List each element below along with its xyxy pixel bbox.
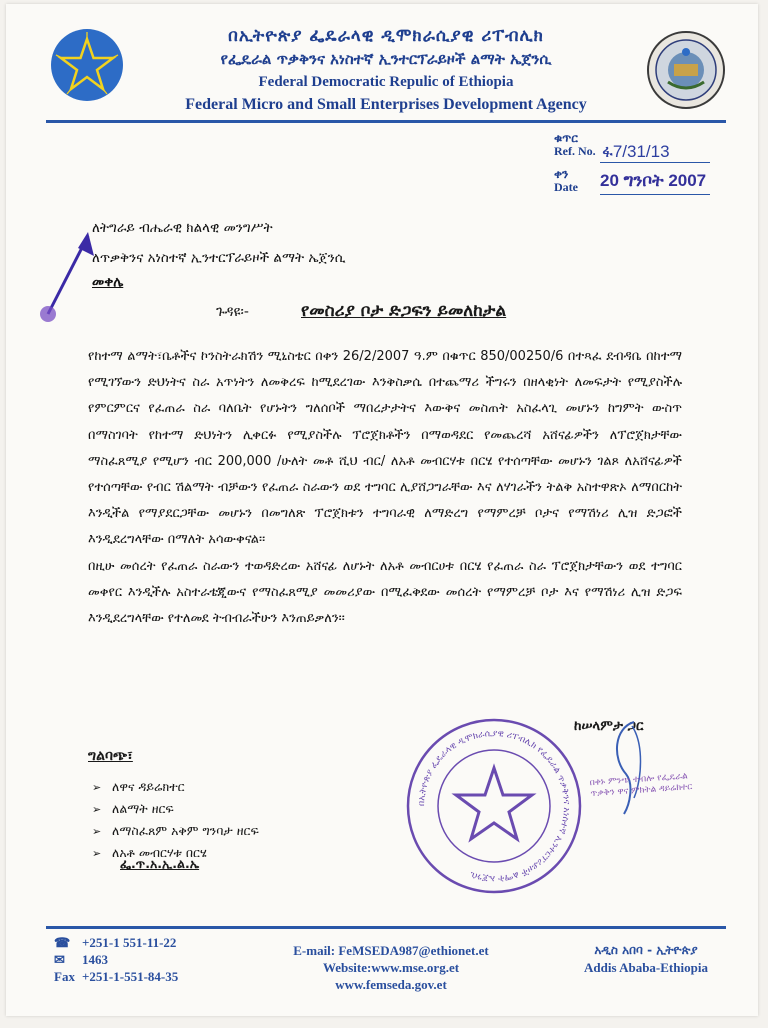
header-english-agency: Federal Micro and Small Enterprises Development Agency	[185, 96, 587, 113]
footer-website-1[interactable]: Website:www.mse.org.et	[322, 960, 460, 975]
phone-icon: ☎	[54, 935, 71, 950]
official-stamp	[402, 716, 586, 896]
cc-item: ➢ ለልማት ዘርፍ	[92, 798, 259, 820]
ref-underline	[600, 162, 710, 163]
arrow-bullet-icon: ➢	[92, 803, 102, 816]
header-divider	[46, 120, 726, 123]
addressee-line1: ለትግራይ ብሔራዊ ክልላዊ መንግሥት	[92, 220, 273, 236]
cc-item: ➢ ለዋና ዳይሬክተር	[92, 776, 259, 798]
subject-text: የመስሪያ ቦታ ድጋፍን ይመለከታል	[301, 301, 507, 321]
header-amharic-country: በኢትዮጵያ ፌዴራላዊ ዲሞክራሲያዊ ሪፐብሊክ	[228, 26, 544, 46]
arrow-bullet-icon: ➢	[92, 847, 102, 860]
cc-item: ➢ ለአቶ መብርሃቱ በርሄ	[92, 842, 259, 864]
signature-note: በቀኑ ምንጭ ተብሎ የፌዴራል ጥቃቅን ዋና ምክትል ዳይሬክተር	[589, 771, 693, 800]
footer-address: አዲስ አበባ - ኢትዮጵያ Addis Ababa-Ethiopia	[584, 943, 708, 975]
subject-label: ጉዳዩ፡-	[216, 304, 249, 320]
ref-label: ቁጥር Ref. No.	[554, 131, 596, 158]
footer-divider	[46, 926, 726, 929]
date-value: 20 ግንቦት 2007	[600, 171, 707, 190]
cc-city: ፌ.ጥ.አ.ኢ.ል.ኤ	[120, 856, 200, 871]
footer-web	[246, 942, 536, 993]
cc-list	[92, 776, 259, 864]
footer-website-2[interactable]: www.femseda.gov.et	[335, 977, 447, 992]
agency-seal-emblem	[646, 30, 726, 110]
letter-page	[6, 4, 758, 1016]
letter-body	[88, 344, 682, 632]
cc-label: ግልባጭ፣	[88, 748, 133, 764]
signature-mark	[604, 718, 654, 818]
footer-contacts	[54, 934, 178, 985]
date-underline	[600, 194, 710, 195]
svg-text:በኢትዮጵያ ፌዴራላዊ ዲሞክራሲያዊ ሪፐብሊክ የፌዴ: በኢትዮጵያ ፌዴራላዊ ዲሞክራሲያዊ ሪፐብሊክ የፌዴራል ጥቃቅንና አነስተኛ ኢንተርፕራይዞች ልማት ኤጀንሲ	[416, 728, 572, 884]
addressee-city: መቀሌ	[92, 274, 124, 290]
ref-value: ፋ7/31/13	[602, 142, 670, 161]
date-label: ቀን Date	[554, 167, 578, 194]
footer-email[interactable]: E-mail: FeMSEDA987@ethionet.et	[293, 943, 489, 958]
footer-fax: Fax +251-1-551-84-35	[54, 969, 179, 984]
header-amharic-agency: የፌዴራል ጥቃቅንና አነስተኛ ኢንተርፕራይዞች ልማት ኤጀንሲ	[220, 50, 552, 68]
closing-greeting: ከሠላምታ ጋር	[574, 718, 644, 734]
arrow-bullet-icon: ➢	[92, 781, 102, 794]
arrow-bullet-icon: ➢	[92, 825, 102, 838]
footer-phone: ☎ +251-1 551-11-22	[54, 935, 177, 950]
cc-item: ➢ ለማስፈጸም አቅም ግንባታ ዘርፍ	[92, 820, 259, 842]
mail-icon: ✉	[54, 952, 65, 967]
body-paragraph-2: በዚሁ መሰረት የፈጠራ ስራውን ተወዳድረው አሸናፊ ለሆኑት ለአቶ መብርሀቱ በርሄ የፈጠራ ስራ ፕሮጀክታቸውን ወደ ተግባር መቀየር እንዲችሉ አስተራቴጂውና የማስፈጸሚያ መመሪያው በሚፈቅደው መሰረት የማምረቻ ቦታ እና የማሽነሪ ሊዝ ድጋፍ እንዲደረግላቸው የተለመደ ትብብራችሁን እንጠይቃለን፡፡	[88, 558, 682, 627]
footer-pobox: ✉ 1463	[54, 952, 108, 967]
ethiopian-star-emblem	[50, 28, 124, 102]
addressee-line2: ለጥቃቅንና አነስተኛ ኢንተርፕራይዞች ልማት ኤጀንሲ	[92, 250, 346, 266]
body-paragraph-1: የከተማ ልማት፣ቤቶችና ኮንስትራክሽን ሚኒስቴር በቀን 26/2/2007 ዓ.ም በቁጥር 850/00250/6 በተጻፈ ደብዳቤ በከተማ የሚገኘውን ድህነትና ስራ አጥነትን ለመቅረፍ ከሚደረገው እንቅስቃሴ በተጨማሪ ችግሩን በዘላቂነት ለመፍታት የሚያስችሉ የምርምርና የፈጠራ ስራ ባለቤት የሆኑትን ግለሰቦች ማበረታታትና እውቅና መስጠት አስፈላጊ መሆኑን ከግምት ውስጥ በማስገባት የከተማ ድህነትን ሊቀርፉ የሚያስችሉ ፕሮጀክቶችን በማወዳደር የመጨረሻ አሸናፊዎችን ለፕሮጀክታቸው ማስፈጸሚያ የሚሆን ብር 200,000 /ሁለት መቶ ሺህ ብር/ ለአቶ መብርሃቱ በርሄ የተሰጣቸው መሆኑን ገልጾ ለአሸናፊዎች የተሰጣቸው የብር ሽልማት ብቻውን የፈጠራ ስራውን ወደ ተግባር ሊያሸጋግራቸው እና ለሃገራችን ትልቅ አስተዋጽኦ ለማበርከት እንዲችል የማያደርጋቸው መሆኑን በመግለጽ ፕሮጀክቱን ተግባራዊ ለማድረግ የማምረቻ ቦታና የማሽነሪ ሊዝ ድጋፎች እንዲደረግላቸው በማለት አሳውቀናል፡፡	[88, 349, 682, 548]
header-english-country: Federal Democratic Repulic of Ethiopia	[258, 74, 514, 90]
